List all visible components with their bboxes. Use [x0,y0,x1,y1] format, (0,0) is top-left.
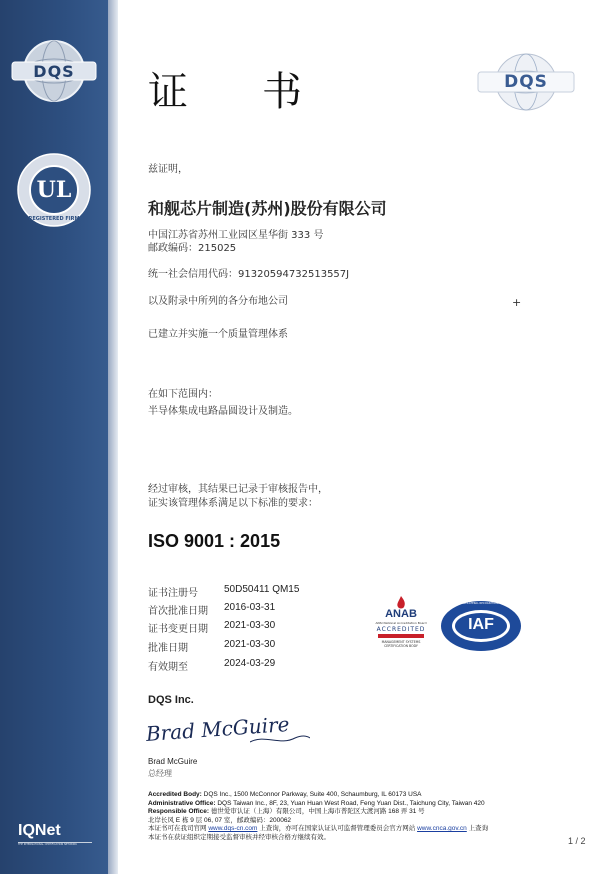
cnca-website-link[interactable]: www.cnca.gov.cn [417,825,467,832]
company-address: 中国江苏省苏州工业园区星华街 333 号 [148,230,324,241]
footer-text-administrative: DQS Taiwan Inc., 8F, 23, Yuan Huan West Road, Feng Yuan Dist., Taichung City, Taiwan 420 [215,799,485,807]
anab-logo [370,596,432,658]
detail-row [148,584,378,598]
anab-subtitle-1: ANSI National Accreditation Board [375,621,427,625]
detail-value: 2021-03-30 [224,620,276,631]
anab-red-bar [378,634,424,638]
detail-row [148,620,378,634]
scope-label: 在如下范围内： [148,389,218,400]
intro-text: 兹证明， [148,164,188,175]
company-name: 和舰芯片制造(苏州)股份有限公司 [148,199,387,218]
dqs-website-link[interactable]: www.dqs-cn.com [208,825,258,832]
detail-label: 批准日期 [148,643,188,654]
title-char-right: 书 [262,69,302,115]
credit-code: 统一社会信用代码：91320594732513557J [148,269,350,280]
detail-value: 2024-03-29 [224,658,276,669]
detail-label: 证书注册号 [148,588,198,599]
iaf-ring-text: MEMBER OF MULTILATERAL RECOGNITION ARRANGEMENT [443,602,519,605]
ul-logo-text: UL [36,177,72,203]
title-char-left: 证 [148,69,188,115]
statement-text: 已建立并实施一个质量管理体系 [148,329,288,340]
sidebar-band [0,0,108,874]
signature-script: Brad McGuire [145,712,291,746]
footer-line-verify [148,825,578,834]
issuer-org: DQS Inc. [148,694,194,706]
detail-row [148,602,378,616]
detail-value: 2016-03-31 [224,602,276,613]
detail-value: 50D50411 QM15 [224,584,300,595]
footer-verify-c: 上查询 [466,825,489,832]
anab-subtitle-3: CERTIFICATION BODY [384,644,418,648]
detail-label: 首次批准日期 [148,606,208,617]
signer-title: 总经理 [148,769,172,778]
audit-line-1: 经过审核，其结果已记录于审核报告中， [148,484,328,495]
anab-accredited: ACCREDITED [376,626,426,633]
footer-line-validity: 本证书在获证组织定期接受监督审核并经审核合格方继续有效。 [148,833,330,841]
anab-subtitle-2: MANAGEMENT SYSTEMS [381,640,421,644]
signature-flourish [250,732,310,746]
dqs-right-logo [472,52,580,112]
crosshair-icon: + [512,296,522,309]
dqs-right-logo-text: DQS [504,72,548,92]
scope-value: 半导体集成电路晶圆设计及制造。 [148,406,298,417]
ul-logo [16,152,92,228]
detail-row [148,639,378,653]
audit-line-2: 证实该管理体系满足以下标准的要求： [148,498,318,509]
standard-title: ISO 9001 : 2015 [148,531,281,551]
detail-value: 2021-03-30 [224,639,276,650]
dqs-logo-text: DQS [33,62,75,81]
signer-name: Brad McGuire [148,757,198,766]
iaf-text: IAF [468,616,494,633]
anab-title: ANAB [385,608,417,620]
footer-line-administrative [148,800,578,809]
ul-ring-text: REGISTERED FIRM [28,216,80,222]
footer-label-administrative: Administrative Office: [148,799,216,807]
footer-label-accredited: Accredited Body: [148,791,202,798]
footer-verify-b: 上查询，亦可在国家认证认可监督管理委员会官方网站 [257,825,418,832]
iqnet-logo [12,814,98,848]
detail-label: 证书变更日期 [148,624,208,635]
footer-label-responsible: Responsible Office: [148,808,210,815]
iqnet-subtitle: THE INTERNATIONAL CERTIFICATION NETWORK [18,843,77,846]
detail-label: 有效期至 [148,662,188,673]
footer-text-accredited: DQS Inc., 1500 McConnor Parkway, Suite 400, Schaumburg, IL 60173 USA [201,791,422,798]
iaf-logo [440,600,522,652]
footer-verify-a: 本证书可在我司官网 [148,825,209,832]
footer-line-responsible [148,808,578,817]
footer-block [148,791,578,842]
footer-text-responsible: 德世爱审认证（上海）有限公司，中国上海市普陀区大渡河路 168 弄 31 号 [209,808,425,815]
page-number: 1 / 2 [568,836,586,846]
company-postcode: 邮政编码：215025 [148,243,237,254]
iqnet-text: IQNet [18,822,61,839]
dqs-logo [10,38,98,104]
sidebar-edge [108,0,118,874]
footer-line-address: 北岸长风 E 栋 9 层 06, 07 室，邮政编码：200062 [148,816,292,824]
subsidiaries-text: 以及附录中所列的各分布地公司 [148,296,288,307]
footer-line-accredited [148,791,578,800]
detail-row [148,658,378,672]
